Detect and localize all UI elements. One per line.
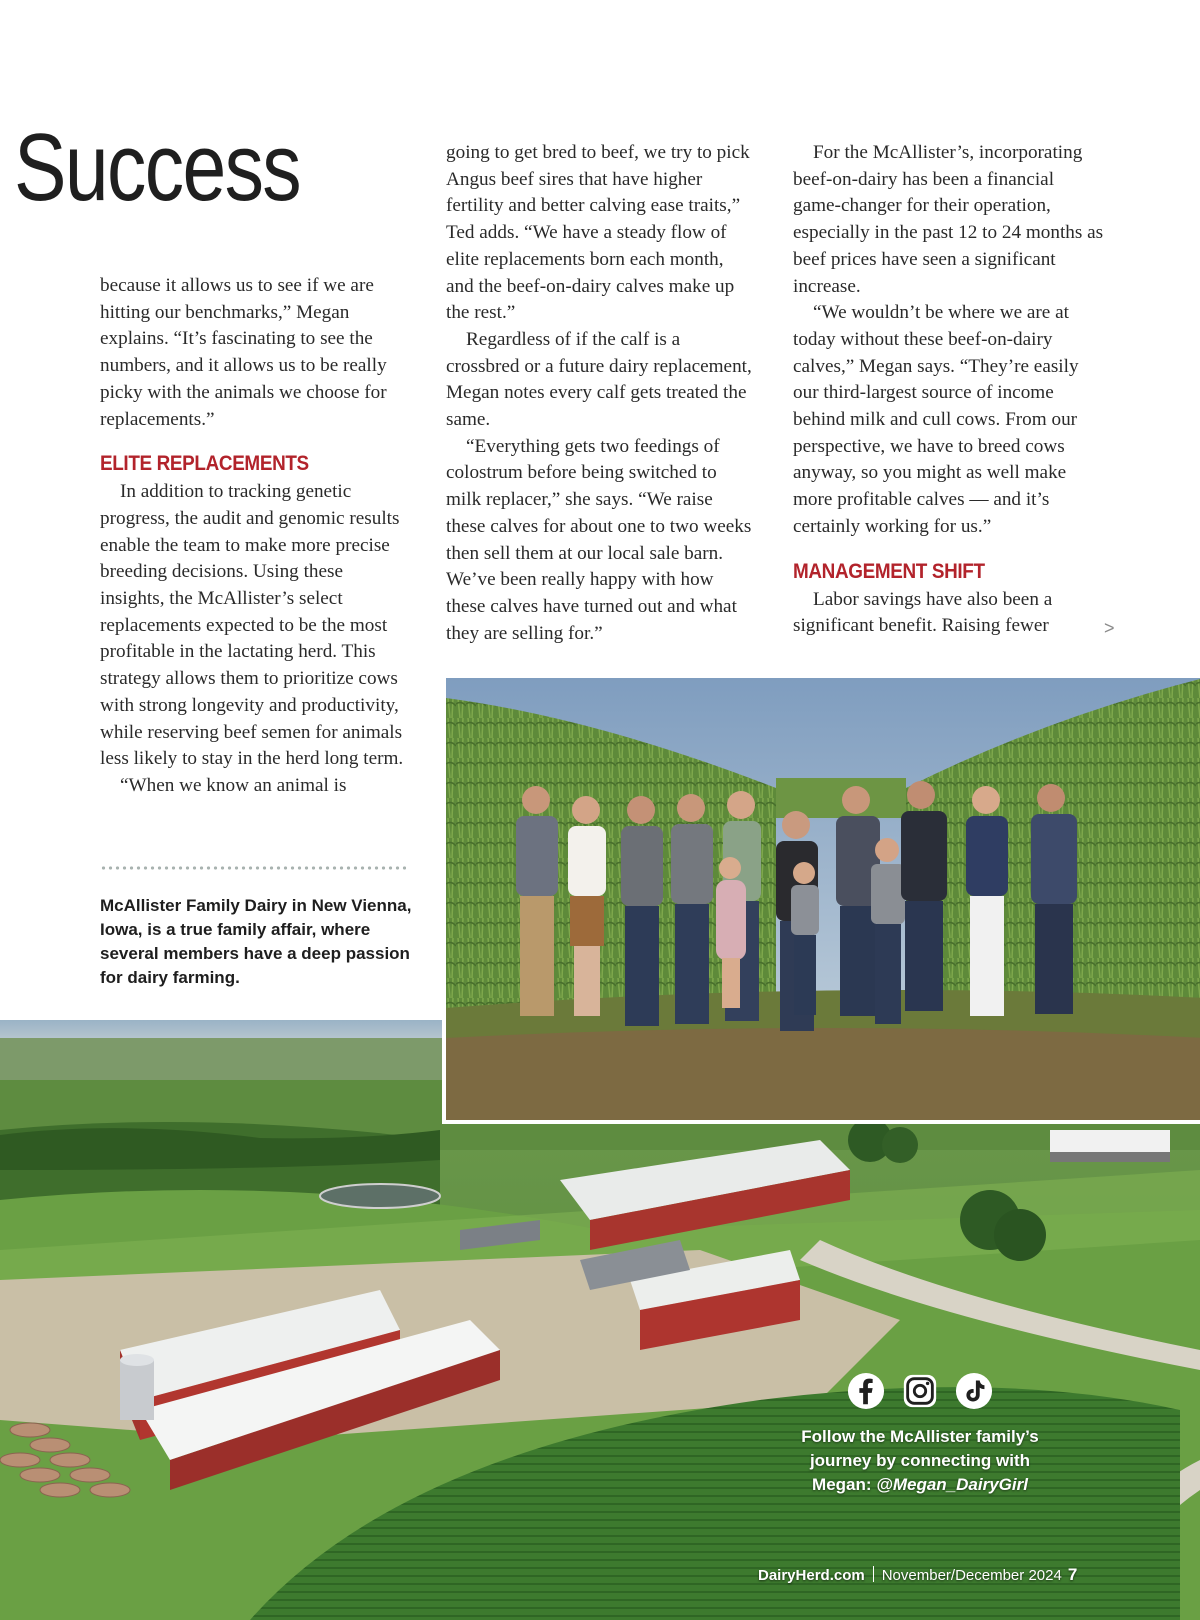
paragraph: going to get bred to beef, we try to pick Angus beef sires that have higher fertility and better calving ease traits,” Ted adds. “We have a steady flow of elite replacements born each month, and the beef-on-dairy calves make up the rest.” <box>446 142 750 324</box>
article-column-3 <box>793 140 1105 640</box>
paragraph: because it allows us to see if we are hitting our benchmarks,” Megan explains. “It’s fascinating to see the numbers, and it allows us to be really picky with the animals we choose for replacements.” <box>100 275 387 430</box>
article-column-1 <box>100 273 410 800</box>
paragraph: “We wouldn’t be where we are at today without these beef-on-dairy calves,” Megan says. “They’re easily our third-largest source of income behind milk and cull cows. From our perspective, we have to breed cows anyway, so you might as well make more profitable calves — and it’s certainly working for us.” <box>793 302 1079 537</box>
photo-caption: McAllister Family Dairy in New Vienna, Iowa, is a true family affair, where several members have a deep passion for dairy farming. <box>100 896 412 987</box>
footer-issue: November/December 2024 <box>881 1567 1062 1584</box>
follow-callout <box>780 1425 1060 1497</box>
paragraph: Labor savings have also been a significant benefit. Raising fewer <box>793 588 1053 637</box>
instagram-icon[interactable] <box>901 1372 939 1410</box>
subhead-elite-replacements: ELITE REPLACEMENTS <box>100 452 309 476</box>
continue-arrow-icon: > <box>1104 618 1115 638</box>
paragraph: In addition to tracking genetic progress, the audit and genomic results enable the team to make more precise breeding decisions. Using these insights, the McAllister’s select replacements expected to be the most profitable in the lactating herd. This strategy allows them to prioritize cows with strong longevity and productivity, while reserving beef semen for animals less likely to stay in the herd long term. <box>100 481 404 770</box>
article-column-2 <box>446 140 752 647</box>
headline: Success <box>14 114 301 221</box>
subhead-management-shift: MANAGEMENT SHIFT <box>793 559 985 583</box>
dotted-divider <box>100 866 406 870</box>
family-photo <box>442 678 1200 1124</box>
paragraph: “Everything gets two feedings of colostrum before being switched to milk replacer,” she says. “We raise these calves for about one to two weeks then sell them at our local sale barn. We’ve been really happy with how these calves have turned out and what they are selling for.” <box>446 435 752 644</box>
footer-site[interactable]: DairyHerd.com <box>758 1567 865 1584</box>
paragraph: For the McAllister’s, incorporating beef-on-dairy has been a financial game-changer for their operation, especially in the past 12 to 24 months as beef prices have seen a significant increase. <box>793 142 1104 297</box>
facebook-icon[interactable] <box>847 1372 885 1410</box>
page-number: 7 <box>1067 1565 1078 1584</box>
social-handle-link[interactable]: @Megan_DairyGirl <box>876 1475 1028 1494</box>
follow-text: Follow the McAllister family’s journey by connecting with Megan: <box>801 1427 1039 1494</box>
paragraph: “When we know an animal is <box>120 774 347 796</box>
tiktok-icon[interactable] <box>955 1372 993 1410</box>
social-icons <box>845 1372 995 1410</box>
page-footer <box>758 1565 1077 1585</box>
footer-divider <box>873 1566 874 1582</box>
paragraph: Regardless of if the calf is a crossbred or a future dairy replacement, Megan notes every calf gets treated the same. <box>446 328 752 431</box>
